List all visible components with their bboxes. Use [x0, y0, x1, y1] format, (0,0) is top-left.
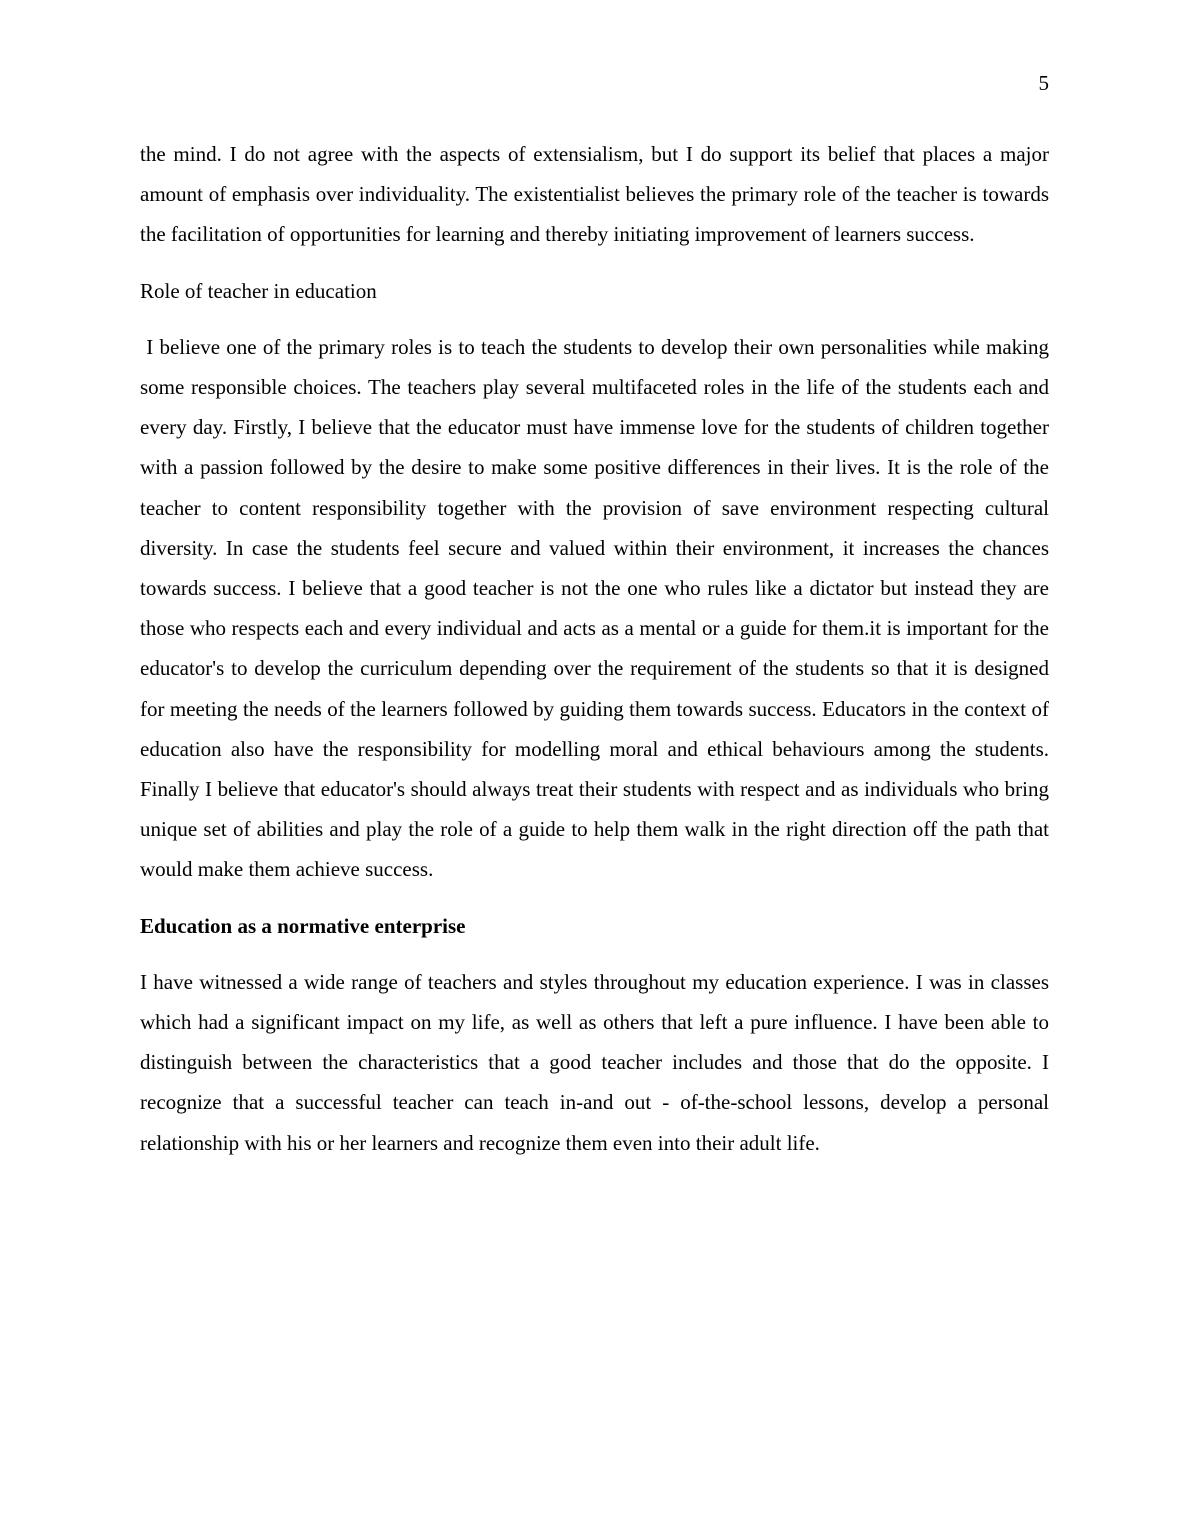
paragraph-existentialism: the mind. I do not agree with the aspects of extensialism, but I do support its belief that places a major amount of emphasis over individuality. The existentialist believes the primary role of the teacher is towards the facilitation of opportunities for learning and thereby initiating improvement of learners success. [140, 142, 1049, 247]
page-number: 5 [1038, 71, 1049, 95]
heading-role-of-teacher: Role of teacher in education [140, 278, 377, 303]
paragraph-role-of-teacher: I believe one of the primary roles is to teach the students to develop their own personalities while making some responsible choices. The teachers play several multifaceted roles in the life of the students each and every day. Firstly, I believe that the educator must have immense love for the students of children together with a passion followed by the desire to make some positive differences in their lives. It is the role of the teacher to content responsibility together with the provision of save environment respecting cultural diversity. In case the students feel secure and valued within their environment, it increases the chances towards success. I believe that a good teacher is not the one who rules like a dictator but instead they are those who respects each and every individual and acts as a mental or a guide for them.it is important for the educator's to develop the curriculum depending over the requirement of the students so that it is designed for meeting the needs of the learners followed by guiding them towards success. Educators in the context of education also have the responsibility for modelling moral and ethical behaviours among the students. Finally I believe that educator's should always treat their students with respect and as individuals who bring unique set of abilities and play the role of a guide to help them walk in the right direction off the path that would make them achieve success. [140, 334, 1049, 882]
document-body [140, 134, 1049, 1163]
paragraph-normative-enterprise: I have witnessed a wide range of teachers and styles throughout my education experience. I was in classes which had a significant impact on my life, as well as others that left a pure influence. I have been able to distinguish between the characteristics that a good teacher includes and those that do the opposite. I recognize that a successful teacher can teach in-and out - of-the-school lessons, develop a personal relationship with his or her learners and recognize them even into their adult life. [140, 969, 1049, 1155]
heading-normative-enterprise: Education as a normative enterprise [140, 913, 466, 938]
